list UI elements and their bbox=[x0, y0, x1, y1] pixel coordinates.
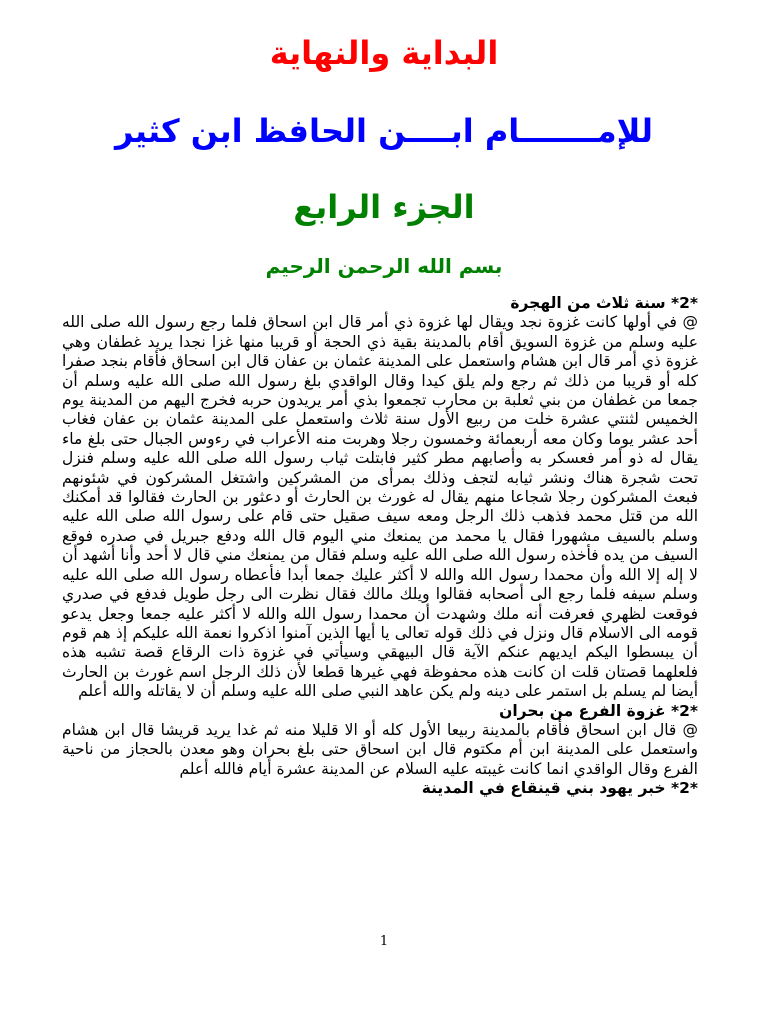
basmala: بسم الله الرحمن الرحيم bbox=[265, 254, 503, 278]
section-heading-3: *2* خبر يهود بني قينقاع في المدينة bbox=[421, 779, 698, 798]
section-text-1: @ في أولها كانت غزوة نجد ويقال لها غزوة ذي أمر قال ابن اسحاق فلما رجع رسول الله صلى الله عليه وسلم من غزوة السويق أقام بالمدينة بقية ذي الحجة أو قريبا منها غزا نجدا يريد غطفان وهي غزوة ذي أمر قال ابن هشام واستعمل على المدينة عثمان بن عفان قال ابن اسحاق فأقام بنجد صفرا كله أو قريبا من ذلك ثم رجع ولم يلق كيدا وقال الواقدي بلغ رسول الله صلى الله عليه وسلم أن جمعا من غطفان من بني ثعلبة بن محارب تجمعوا بذي أمر يريدون حربه فخرج اليهم من المدينة يوم الخميس لثنتي عشرة خلت من ربيع الأول سنة ثلاث واستعمل على المدينة عثمان بن عفان فغاب أحد عشر يوما وكان معه أربعمائة وخمسون رجلا وهربت منه الأعراب في رءوس الجبال حتى بلغ ماء يقال له ذو أمر فعسكر به وأصابهم مطر كثير فابتلت ثياب رسول الله صلى الله عليه وسلم فنزل تحت شجرة هناك ونشر ثيابه لتجف وذلك بمرأى من المشركين واشتغل المشركون في شئونهم فبعث المشركون رجلا شجاعا منهم يقال له غورث بن الحارث أو دعثور بن الحارث فقالوا قد أمكنك الله من قتل محمد فذهب ذلك الرجل ومعه سيف صقيل حتى قام على رسول الله صلى الله عليه وسلم بالسيف مشهورا فقال يا محمد من يمنعك مني اليوم قال الله ودفع جبريل في صدره فوقع السيف من يده فأخذه رسول الله صلى الله عليه وسلم فقال من يمنعك مني قال لا أحد وأنا أشهد أن لا إله إلا الله وأن محمدا رسول الله والله لا أكثر عليك جمعا أبدا فأعطاه رسول الله صلى الله عليه وسلم سيفه فلما رجع الى أصحابه فقالوا ويلك مالك فقال نظرت الى رجل طويل فدفع في صدري فوقعت لظهري فعرفت أنه ملك وشهدت أن محمدا رسول الله والله لا أكثر عليه جمعا وجعل يدعو قومه الى الاسلام قال ونزل في ذلك قوله تعالى يا أيها الذين آمنوا اذكروا نعمة الله عليكم إذ هم قوم أن يبسطوا اليكم ايديهم عنكم الآية قال البيهقي وسيأتي في غزوة ذات الرقاع قصة تشبه هذه فلعلهما قصتان قلت ان كانت هذه محفوظة فهي غيرها قطعا لأن ذلك الرجل اسم غورث بن الحارث أيضا لم يسلم بل استمر على دينه ولم يكن عاهد النبي صلى الله عليه وسلم أن لا يقاتله والله أعلم bbox=[62, 313, 698, 701]
body-text bbox=[62, 294, 698, 799]
page-number: 1 bbox=[379, 934, 389, 949]
volume-title: الجزء الرابع bbox=[293, 188, 475, 226]
author-line: للإمـــــــام ابــــن الحافظ ابن كثير bbox=[115, 112, 653, 150]
book-title: البداية والنهاية bbox=[269, 34, 499, 72]
section-heading-2: *2* غزوة الفرع من بحران bbox=[499, 701, 698, 720]
section-text-2: @ قال ابن اسحاق فأقام بالمدينة ربيعا الأول كله أو الا قليلا منه ثم غدا يريد قريشا قال ابن هشام واستعمل على المدينة ابن أم مكتوم قال ابن اسحاق حتى بلغ بحران وهو معدن بالحجاز من ناحية الفرع وقال الواقدي انما كانت غيبته عليه السلام عن المدينة عشرة أيام فالله أعلم bbox=[62, 720, 698, 778]
section-heading-1: *2* سنة ثلاث من الهجرة bbox=[510, 294, 698, 312]
